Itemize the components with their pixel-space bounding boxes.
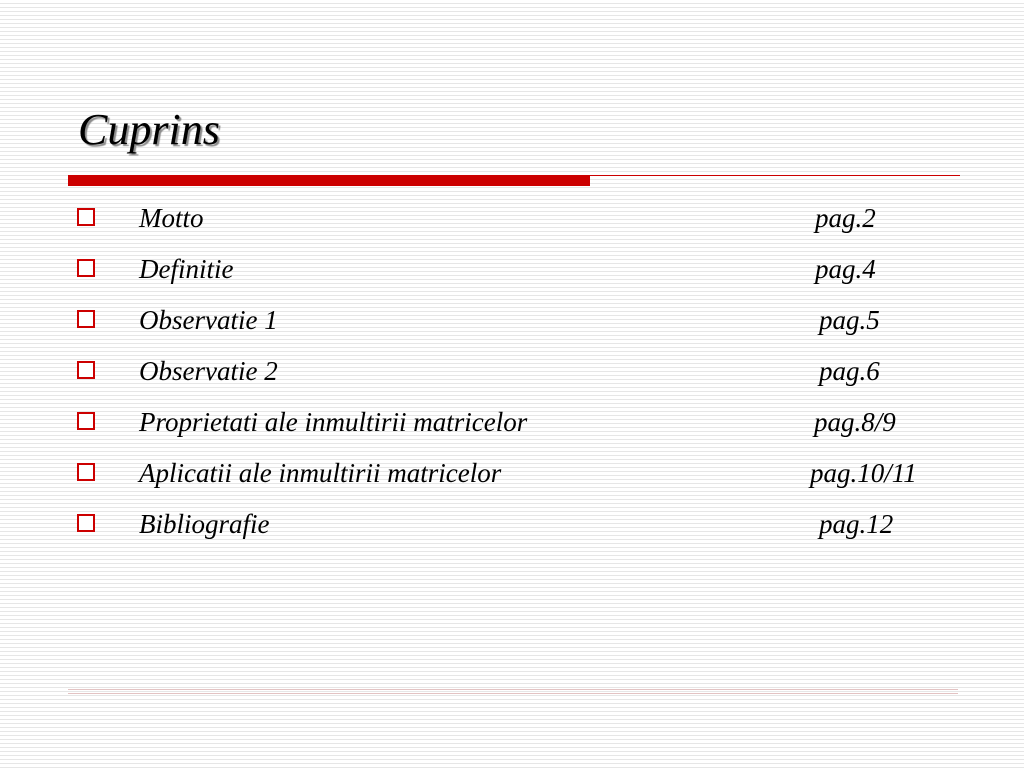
toc-item-page-ref: pag.2: [815, 203, 876, 233]
toc-item-proprietati: [0, 400, 1024, 451]
toc-item-page-ref: pag.4: [815, 254, 876, 284]
toc-item-aplicatii: [0, 451, 1024, 502]
toc-item-label: Observatie 2: [139, 356, 278, 386]
title-underline-bar: [68, 175, 590, 186]
toc-item-observatie-2: [0, 349, 1024, 400]
toc-item-page-ref: pag.10/11: [810, 458, 917, 488]
hollow-square-bullet-icon: [77, 412, 95, 430]
toc-item-observatie-1: [0, 298, 1024, 349]
toc-item-page-ref: pag.5: [819, 305, 880, 335]
toc-item-bibliografie: [0, 502, 1024, 553]
toc-item-page-ref: pag.6: [819, 356, 880, 386]
toc-item-label: Bibliografie: [139, 509, 270, 539]
toc-item-label: Definitie: [139, 254, 234, 284]
toc-item-label: Aplicatii ale inmultirii matricelor: [139, 458, 502, 488]
slide-title: Cuprins: [78, 105, 220, 154]
hollow-square-bullet-icon: [77, 310, 95, 328]
footer-divider: [68, 689, 958, 694]
title-underline-line: [590, 175, 960, 176]
hollow-square-bullet-icon: [77, 259, 95, 277]
table-of-contents: [0, 196, 1024, 553]
toc-item-label: Motto: [139, 203, 204, 233]
hollow-square-bullet-icon: [77, 463, 95, 481]
hollow-square-bullet-icon: [77, 514, 95, 532]
toc-item-definitie: [0, 247, 1024, 298]
hollow-square-bullet-icon: [77, 208, 95, 226]
toc-item-page-ref: pag.8/9: [814, 407, 896, 437]
hollow-square-bullet-icon: [77, 361, 95, 379]
toc-item-motto: [0, 196, 1024, 247]
toc-item-page-ref: pag.12: [819, 509, 894, 539]
toc-item-label: Proprietati ale inmultirii matricelor: [139, 407, 528, 437]
toc-item-label: Observatie 1: [139, 305, 278, 335]
